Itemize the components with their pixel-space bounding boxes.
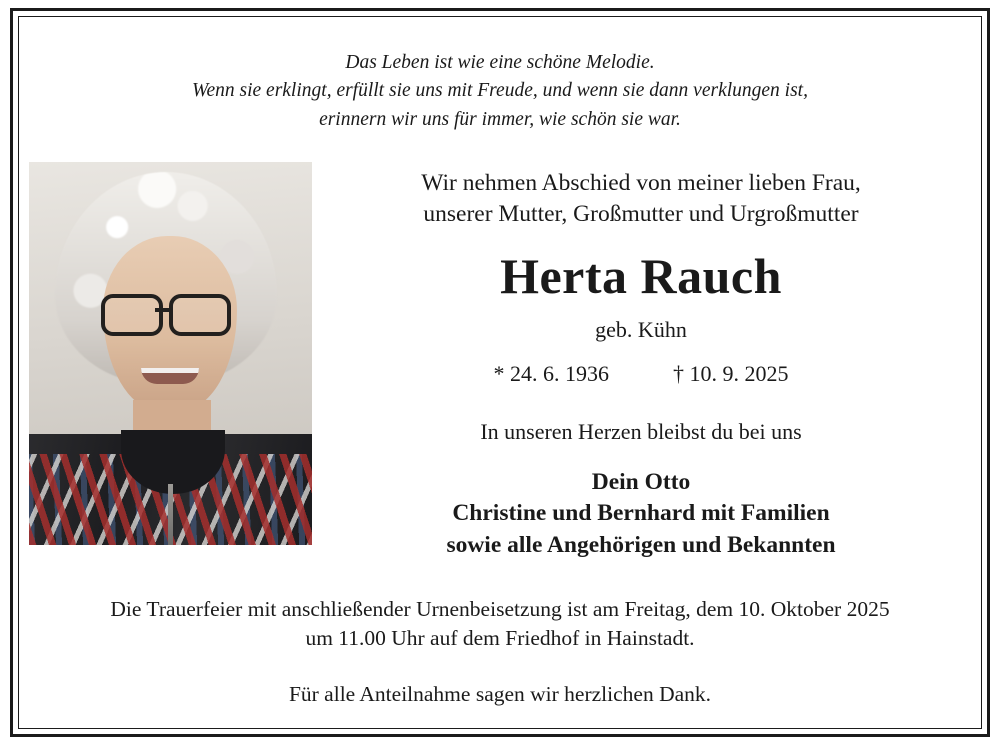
intro-line-1: Wir nehmen Abschied von meiner lieben Frau, [421,169,861,196]
birth-date: * 24. 6. 1936 [493,360,609,386]
portrait-photo [29,162,312,545]
ceremony-details [22,595,978,709]
intro-text [312,168,970,231]
deceased-name: Herta Rauch [500,248,782,305]
portrait-container [22,162,312,545]
death-date: † 10. 9. 2025 [673,360,789,386]
verse-line-2: Wenn sie erklingt, erfüllt sie uns mit Freude, und wenn sie dann verklungen ist, [192,80,808,102]
thanks-line: Für alle Anteilnahme sagen wir herzlichen Dank. [288,681,712,706]
deceased-details [312,162,978,561]
family-line-1: Dein Otto [591,468,691,495]
portrait-smile [141,368,199,384]
intro-line-2: unserer Mutter, Großmutter und Urgroßmutter [423,201,859,228]
portrait-glasses-left [101,294,163,336]
life-dates [312,361,970,387]
maiden-name: geb. Kühn [595,316,687,342]
portrait-glasses-right [169,294,231,336]
portrait-glasses-bridge [155,308,169,312]
ceremony-line-2: um 11.00 Uhr auf dem Friedhof in Hainstadt. [305,626,695,651]
ceremony-line-1: Die Trauerfeier mit anschließender Urnenbeisetzung ist am Freitag, dem 10. Oktober 2025 [110,597,890,622]
notice-content [22,20,978,725]
memorial-verse [22,49,978,134]
family-line-3: sowie alle Angehörigen und Bekannten [446,531,836,558]
portrait-and-details [22,162,978,561]
bereaved-family [312,467,970,561]
memory-line: In unseren Herzen bleibst du bei uns [480,418,802,444]
verse-line-3: erinnern wir uns für immer, wie schön sie war. [319,108,681,130]
portrait-zipper [168,484,173,545]
family-line-2: Christine und Bernhard mit Familien [452,500,830,527]
verse-line-1: Das Leben ist wie eine schöne Melodie. [345,52,655,73]
